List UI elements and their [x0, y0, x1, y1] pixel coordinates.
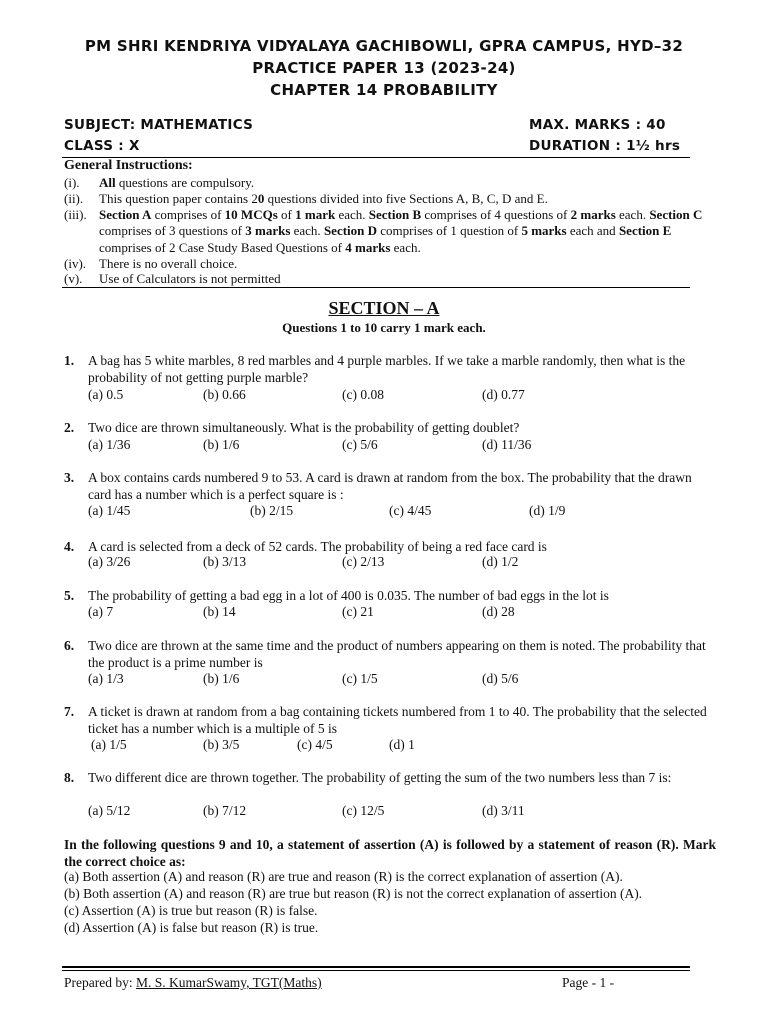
instruction-number: (v).: [64, 271, 83, 286]
divider-instructions: [62, 287, 690, 288]
question-number: 6.: [64, 638, 75, 653]
question-number: 8.: [64, 770, 75, 785]
paper-title: PRACTICE PAPER 13 (2023-24): [252, 59, 516, 77]
question-7: [64, 703, 714, 737]
instruction-number: (i).: [64, 175, 80, 190]
option-b: (b) 7/12: [203, 803, 247, 818]
option-b: (b) 14: [203, 604, 236, 619]
question-text: The probability of getting a bad egg in a lot of 400 is 0.035. The number of bad eggs in the lot is: [88, 588, 609, 603]
instruction-text: Use of Calculators is not permitted: [99, 271, 281, 286]
option-c: (c) 12/5: [342, 803, 385, 818]
footer-rule-thin: [62, 970, 690, 971]
option-b: (b) 2/15: [250, 503, 294, 518]
option-c: (c) 21: [342, 604, 374, 619]
option-a: (a) 0.5: [88, 387, 124, 402]
question-text: Two dice are thrown at the same time and the product of numbers appearing on them is noted. The probability that the product is a prime number is: [88, 638, 706, 670]
instruction-item: [64, 256, 704, 272]
class-label: CLASS : X: [64, 138, 140, 154]
option-c: (c) 1/5: [342, 671, 378, 686]
option-d: (d) 28: [482, 604, 515, 619]
question-number: 4.: [64, 539, 75, 554]
assertion-choice-b: (b) Both assertion (A) and reason (R) are true but reason (R) is not the correct explanation of assertion (A).: [64, 886, 643, 901]
assertion-choice-c: (c) Assertion (A) is true but reason (R) is false.: [64, 903, 318, 918]
option-b: (b) 3/13: [203, 554, 247, 569]
question-text: A box contains cards numbered 9 to 53. A card is drawn at random from the box. The probability that the drawn card has a number which is a perfect square is :: [88, 470, 692, 502]
instruction-number: (iv).: [64, 256, 87, 271]
option-c: (c) 5/6: [342, 437, 378, 452]
option-d: (d) 1/2: [482, 554, 519, 569]
question-text: A bag has 5 white marbles, 8 red marbles and 4 purple marbles. If we take a marble randomly, then what is the probability of not getting purple marble?: [88, 353, 686, 385]
option-c: (c) 4/5: [297, 737, 333, 752]
instruction-text: Section A comprises of 10 MCQs of 1 mark each. Section B comprises of 4 questions of 2 marks each. Section C comprises of 3 questions of 3 marks each. Section D comprises of 1 question of 5 marks each and Section E comprises of 2 Case Study Based Questions of 4 marks each.: [99, 207, 703, 255]
option-d: (d) 3/11: [482, 803, 525, 818]
footer-prepared-by: [64, 975, 322, 991]
question-1: [64, 352, 714, 386]
instruction-number: (ii).: [64, 191, 84, 206]
option-d: (d) 5/6: [482, 671, 519, 686]
question-8: [64, 769, 714, 786]
instruction-text: This question paper contains 20 questions divided into five Sections A, B, C, D and E.: [99, 191, 548, 206]
question-text: Two different dice are thrown together. The probability of getting the sum of the two numbers less than 7 is:: [88, 770, 672, 785]
question-2: [64, 419, 714, 436]
author-name: M. S. KumarSwamy, TGT(Maths): [135, 975, 322, 990]
assertion-choice-a: (a) Both assertion (A) and reason (R) are true and reason (R) is the correct explanation of assertion (A).: [64, 869, 623, 884]
assertion-heading: In the following questions 9 and 10, a statement of assertion (A) is followed by a statement of reason (R). Mark the correct choice as:: [64, 837, 716, 869]
option-c: (c) 4/45: [389, 503, 432, 518]
instruction-item: [64, 271, 704, 287]
option-b: (b) 3/5: [203, 737, 240, 752]
question-text: Two dice are thrown simultaneously. What is the probability of getting doublet?: [88, 420, 520, 435]
assertion-choice-d: (d) Assertion (A) is false but reason (R) is true.: [64, 920, 319, 935]
option-c: (c) 2/13: [342, 554, 385, 569]
instruction-item: [64, 191, 704, 207]
question-text: A card is selected from a deck of 52 cards. The probability of being a red face card is: [88, 539, 547, 554]
option-a: (a) 3/26: [88, 554, 131, 569]
option-d: (d) 11/36: [482, 437, 532, 452]
school-name: PM SHRI KENDRIYA VIDYALAYA GACHIBOWLI, GPRA CAMPUS, HYD–32: [84, 37, 684, 55]
duration-label: DURATION : 1½ hrs: [529, 138, 681, 154]
option-d: (d) 1: [389, 737, 415, 752]
question-number: 5.: [64, 588, 75, 603]
question-number: 7.: [64, 704, 75, 719]
question-3: [64, 469, 714, 503]
question-4: [64, 538, 714, 555]
question-5: [64, 587, 714, 604]
option-a: (a) 5/12: [88, 803, 131, 818]
option-a: (a) 1/3: [88, 671, 124, 686]
question-text: A ticket is drawn at random from a bag containing tickets numbered from 1 to 40. The probability that the selected ticket has a number which is a multiple of 5 is: [88, 704, 707, 736]
instruction-item: [64, 207, 704, 256]
section-title: SECTION – A: [328, 298, 440, 318]
instruction-number: (iii).: [64, 207, 87, 222]
option-c: (c) 0.08: [342, 387, 384, 402]
option-b: (b) 0.66: [203, 387, 246, 402]
question-number: 1.: [64, 353, 75, 368]
subject-label: SUBJECT: MATHEMATICS: [64, 117, 254, 133]
option-d: (d) 1/9: [529, 503, 566, 518]
chapter-title: CHAPTER 14 PROBABILITY: [270, 81, 498, 99]
option-b: (b) 1/6: [203, 437, 240, 452]
footer-rule-thick: [62, 966, 690, 968]
option-b: (b) 1/6: [203, 671, 240, 686]
option-d: (d) 0.77: [482, 387, 525, 402]
instruction-text: There is no overall choice.: [99, 256, 238, 271]
prepared-label: Prepared by:: [64, 975, 136, 990]
option-a: (a) 7: [88, 604, 114, 619]
option-a: (a) 1/45: [88, 503, 131, 518]
max-marks-label: MAX. MARKS : 40: [529, 117, 666, 133]
instruction-text: All questions are compulsory.: [99, 175, 255, 190]
question-6: [64, 637, 714, 671]
instructions-title: General Instructions:: [64, 158, 193, 173]
instruction-item: [64, 175, 704, 191]
question-number: 3.: [64, 470, 75, 485]
question-number: 2.: [64, 420, 75, 435]
option-a: (a) 1/5: [91, 737, 127, 752]
option-a: (a) 1/36: [88, 437, 131, 452]
section-subtitle: Questions 1 to 10 carry 1 mark each.: [282, 320, 486, 335]
page-number: Page - 1 -: [562, 975, 615, 990]
